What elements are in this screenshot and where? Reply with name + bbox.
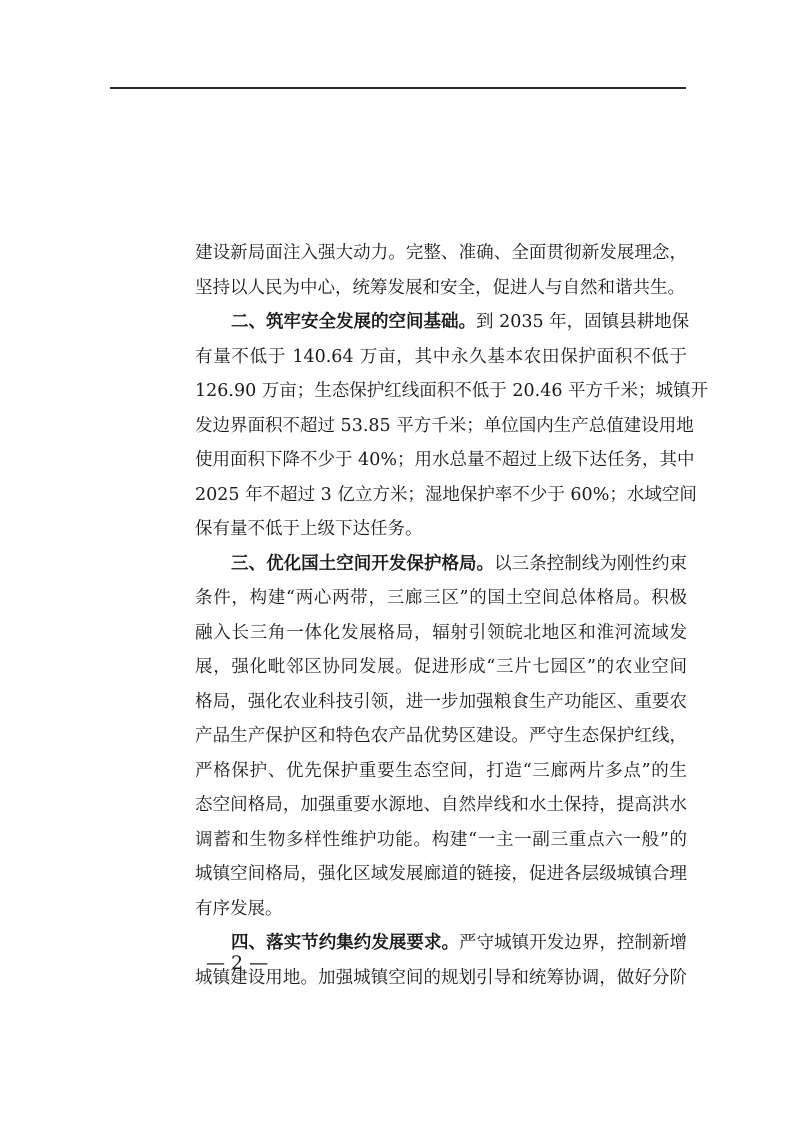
text-line: 条件，构建“两心两带，三廊三区”的国土空间总体格局。积极 (195, 588, 687, 608)
section-heading: 三、优化国土空间开发保护格局。 (231, 553, 495, 574)
text-line: 2025 年不超过 3 亿立方米；湿地保护率不少于 60%；水域空间 (195, 484, 697, 505)
paragraph-first-line (195, 305, 690, 340)
section-heading: 四、落实节约集约发展要求。 (231, 933, 460, 953)
text-line: 使用面积下降不少于 40%；用水总量不超过上级下达任务，其中 (195, 450, 695, 470)
text-line: 有序发展。 (195, 898, 283, 919)
text-line: 城镇建设用地。加强城镇空间的规划引导和统筹协调，做好分阶 (195, 967, 687, 988)
text-line: 坚持以人民为中心，统筹发展和安全，促进人与自然和谐共生。 (195, 277, 685, 298)
text-run: 到 2035 年，固镇县耕地保 (476, 312, 690, 332)
text-line: 发边界面积不超过 53.85 平方千米；单位国内生产总值建设用地 (195, 415, 694, 436)
text-line: 调蓄和生物多样性维护功能。构建“一主一副三重点六一般”的 (195, 829, 687, 850)
text-line: 格局，强化农业科技引领，进一步加强粮食生产功能区、重要农 (195, 691, 687, 712)
text-line: 严格保护、优先保护重要生态空间，打造“三廊两片多点”的生 (195, 760, 687, 781)
text-line: 建设新局面注入强大动力。完整、准确、全面贯彻新发展理念， (195, 243, 687, 263)
text-line: 保有量不低于上级下达任务。 (195, 519, 423, 539)
document-body (195, 236, 709, 995)
text-line: 融入长三角一体化发展格局，辐射引领皖北地区和淮河流域发 (195, 622, 687, 643)
header-rule (110, 87, 686, 89)
text-run: 以三条控制线为刚性约束 (494, 553, 688, 574)
text-line: 城镇空间格局，强化区域发展廊道的链接，促进各层级城镇合理 (195, 864, 687, 884)
text-line: 态空间格局，加强重要水源地、自然岸线和水土保持，提高洪水 (195, 795, 687, 815)
page-number: — 2 — (206, 952, 269, 974)
text-line: 126.90 万亩；生态保护红线面积不低于 20.46 平方千米；城镇开 (195, 381, 709, 401)
text-line: 有量不低于 140.64 万亩，其中永久基本农田保护面积不低于 (195, 346, 687, 367)
text-run: 严守城镇开发边界，控制新增 (459, 933, 688, 953)
paragraph-first-line (195, 547, 687, 582)
text-line: 展，强化毗邻区协同发展。促进形成“三片七园区”的农业空间 (195, 657, 687, 677)
text-line: 产品生产保护区和特色农产品优势区建设。严守生态保护红线， (195, 726, 687, 746)
section-heading: 二、筑牢安全发展的空间基础。 (231, 312, 476, 332)
paragraph-first-line (195, 926, 687, 961)
